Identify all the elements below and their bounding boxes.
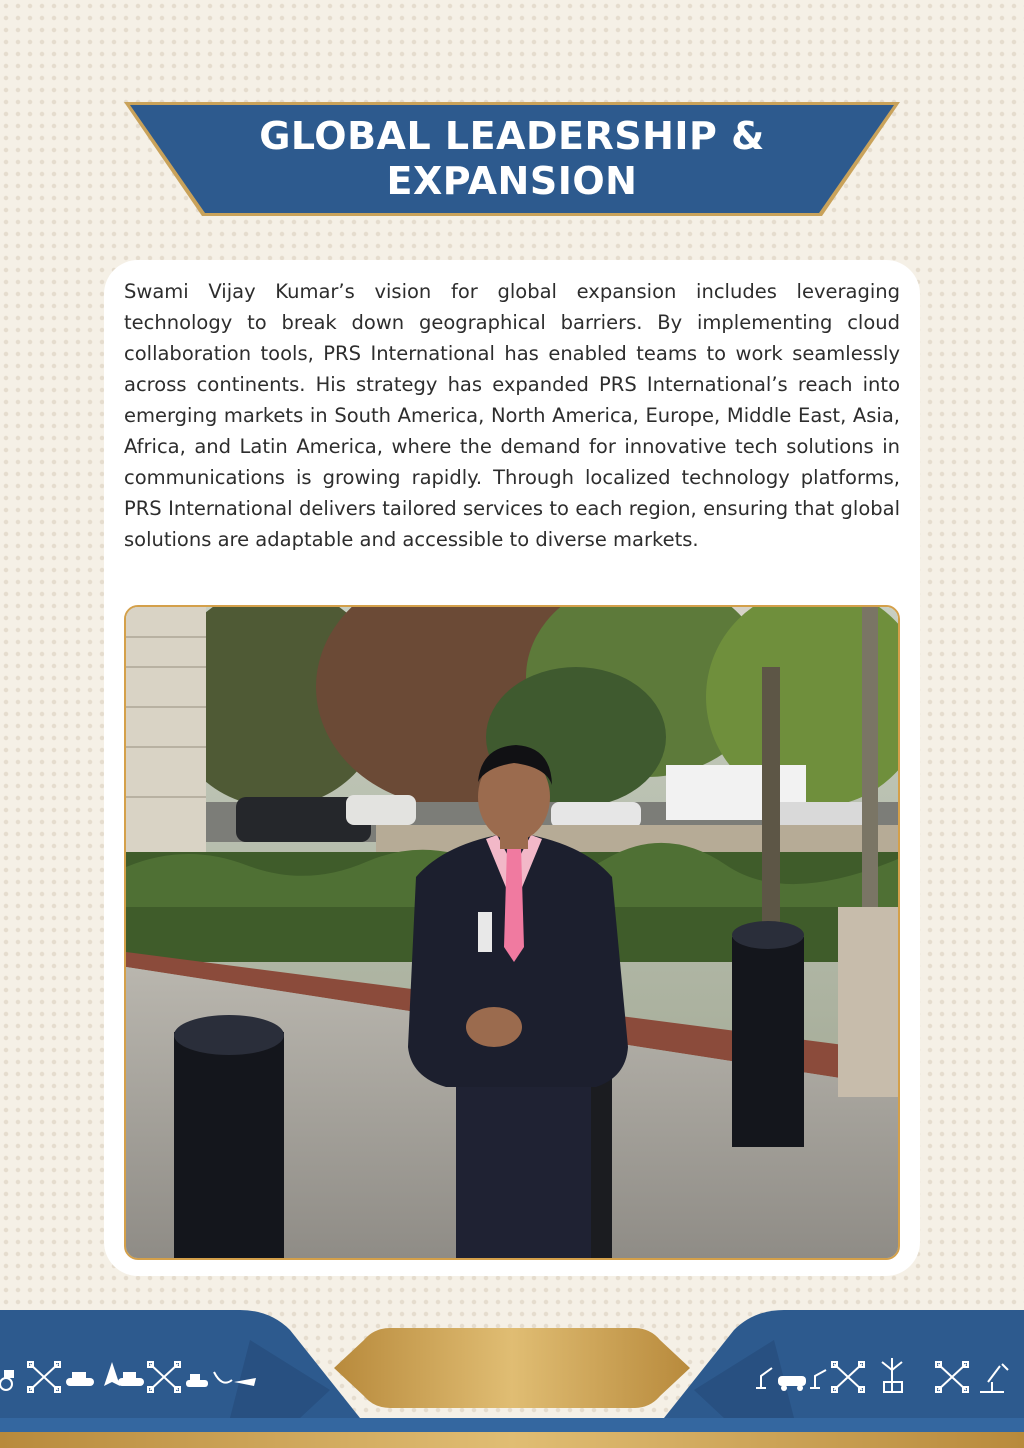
cross-stitch-icon bbox=[28, 1362, 60, 1392]
robot-arm-icon bbox=[810, 1370, 826, 1388]
car-icon bbox=[778, 1376, 806, 1391]
page-title-line-1: GLOBAL LEADERSHIP & bbox=[259, 114, 765, 158]
page-title-line-2: EXPANSION bbox=[386, 159, 638, 203]
jet-icon bbox=[104, 1362, 120, 1386]
tank-icon bbox=[118, 1372, 144, 1386]
satellite-dish-icon bbox=[214, 1372, 232, 1383]
tank-icon bbox=[186, 1374, 208, 1387]
drone-icon bbox=[234, 1378, 256, 1386]
body-paragraph: Swami Vijay Kumar’s vision for global expansion includes leveraging technology to break down geographical barriers. By implementing cloud collaboration tools, PRS International has enabled teams to work seamlessly across continents. His strategy has expanded PRS International’s reach into emerging markets in South America, North America, Europe, Middle East, Asia, Africa, and Latin America, where the demand for innovative tech solutions in communications is growing rapidly. Through localized technology platforms, PRS International delivers tailored services to each region, ensuring that global solutions are adaptable and accessible to diverse markets. bbox=[124, 280, 900, 551]
page-title bbox=[124, 114, 900, 204]
cross-stitch-icon bbox=[832, 1362, 864, 1392]
microscope-icon bbox=[980, 1364, 1008, 1392]
robot-arm-icon bbox=[756, 1368, 772, 1388]
motorcycle-icon bbox=[0, 1370, 14, 1390]
footer-right-icons bbox=[752, 1352, 1024, 1396]
cross-stitch-icon bbox=[936, 1362, 968, 1392]
tank-icon bbox=[66, 1372, 94, 1386]
title-banner bbox=[124, 102, 900, 216]
cross-stitch-icon bbox=[148, 1362, 180, 1392]
photo-illustration bbox=[126, 607, 898, 1258]
portrait-photo bbox=[124, 605, 900, 1260]
footer-left-icons bbox=[0, 1352, 260, 1396]
